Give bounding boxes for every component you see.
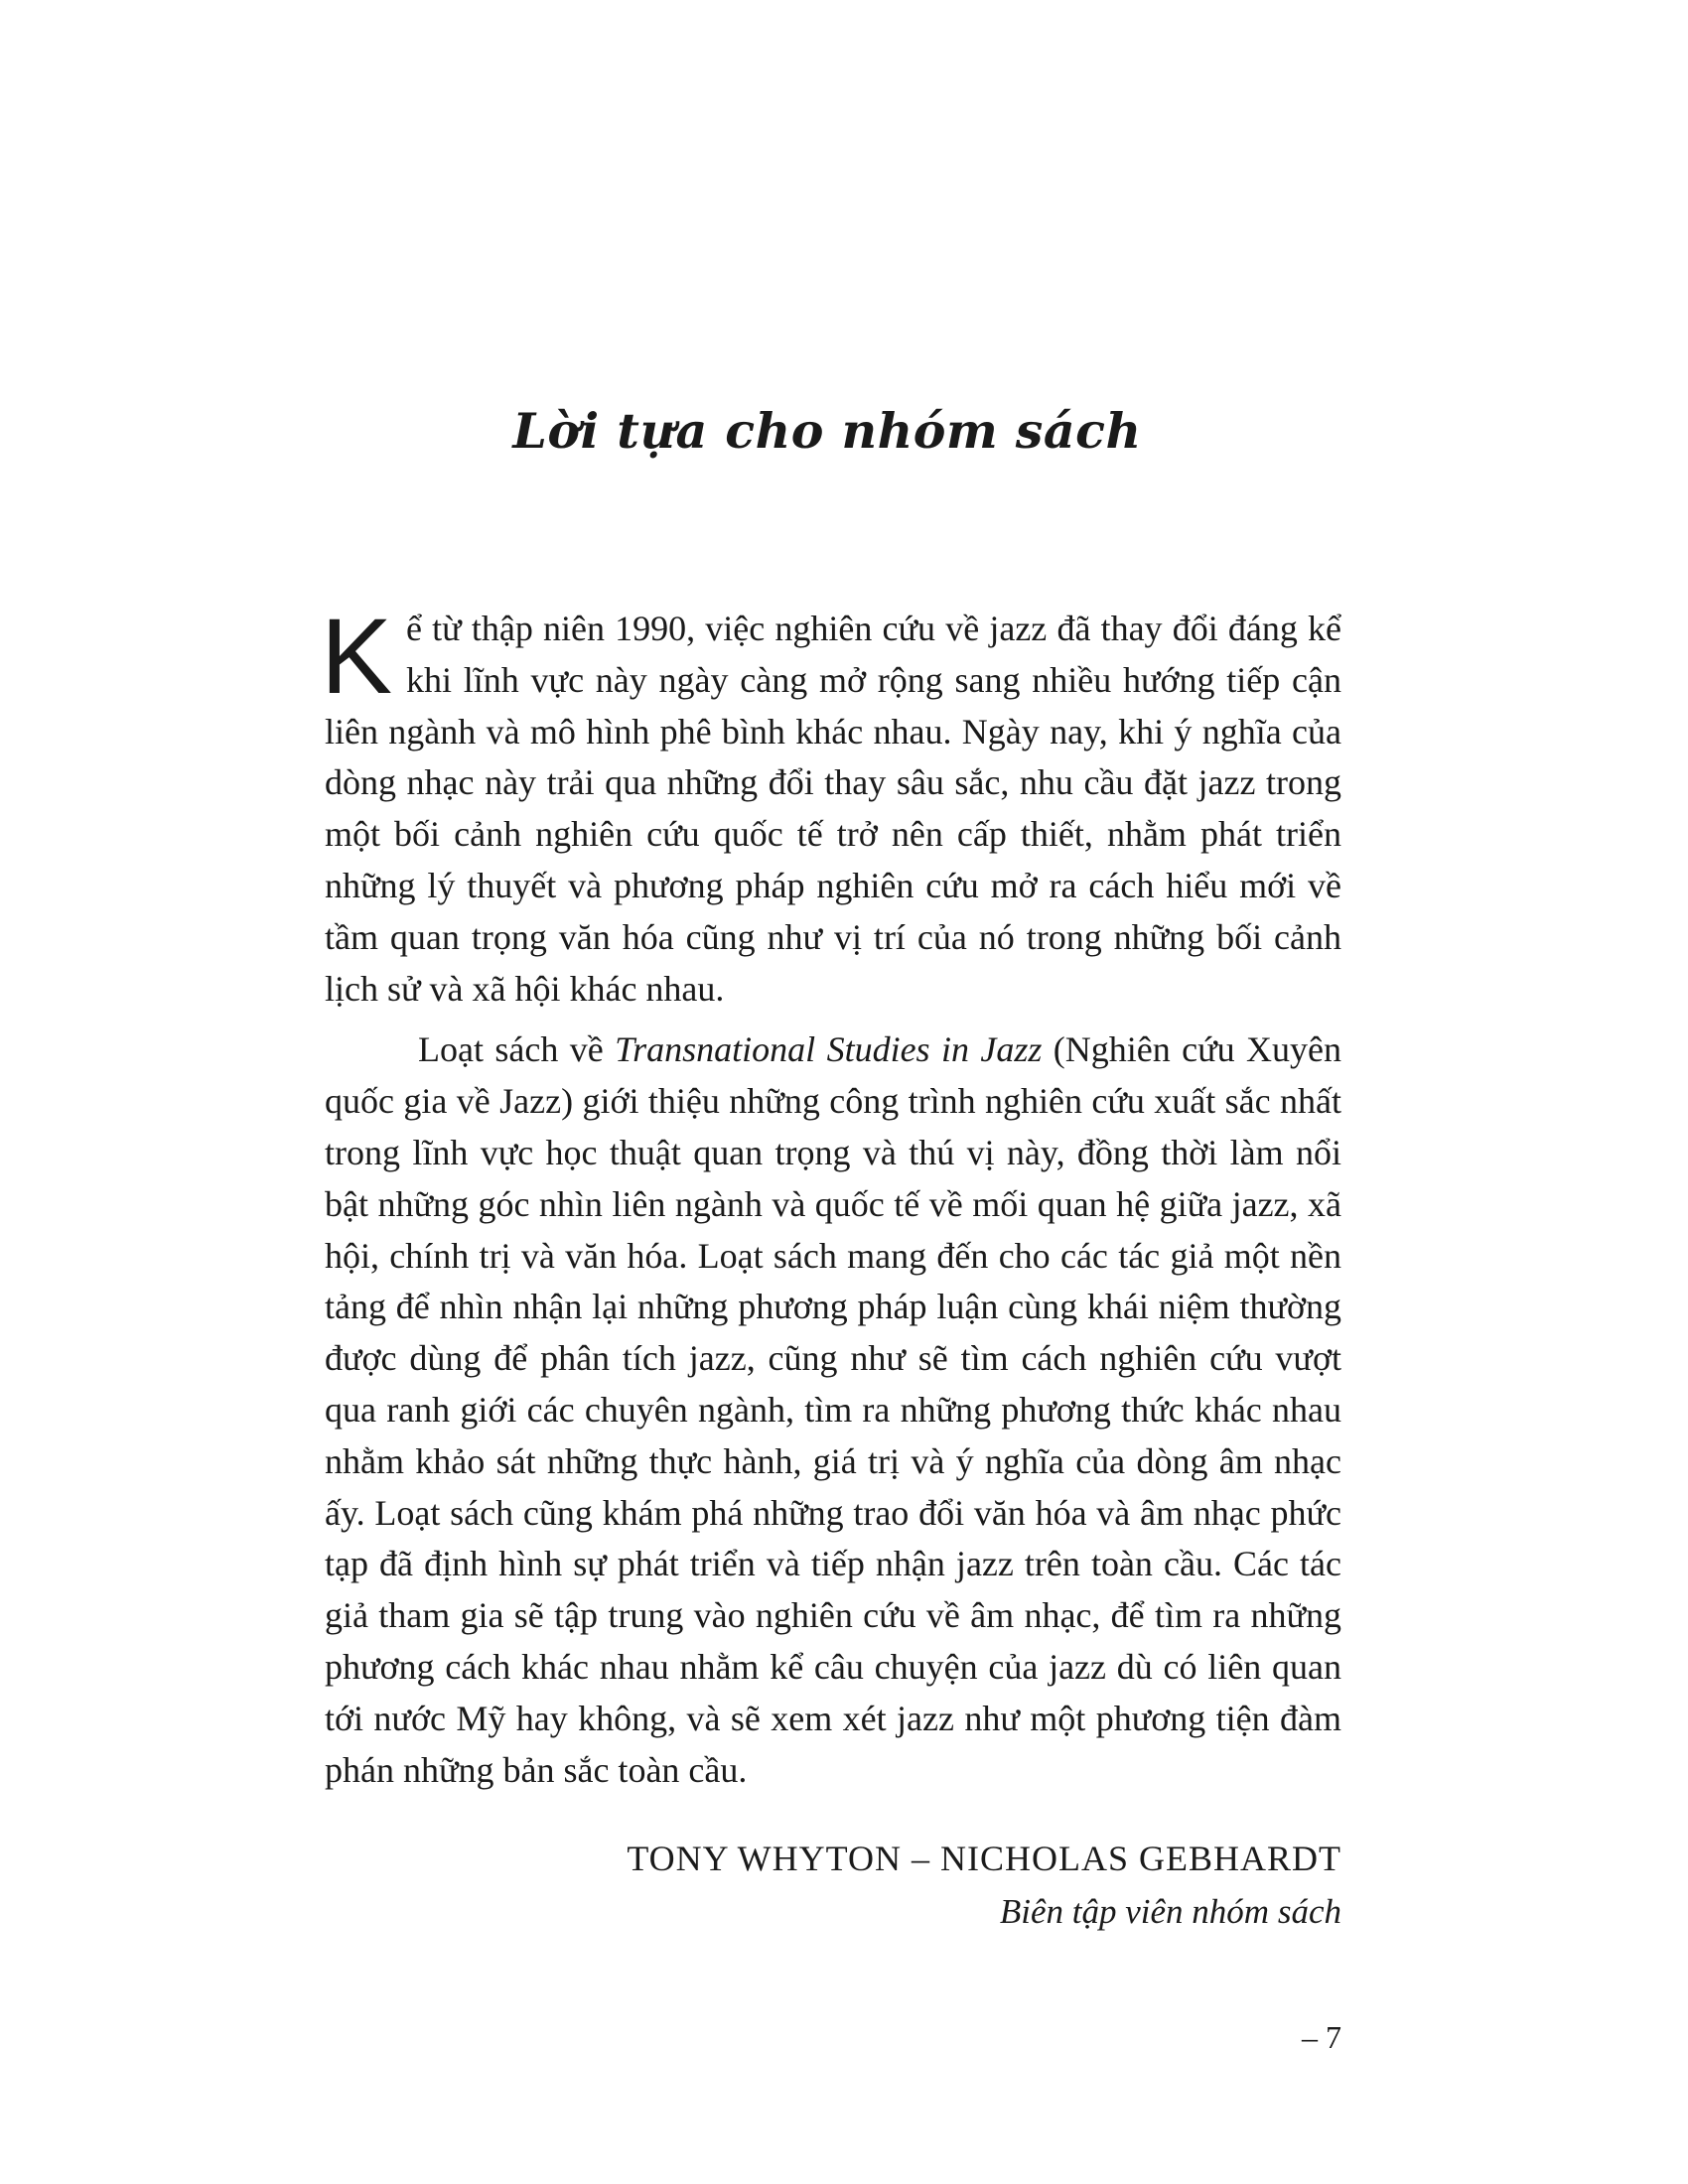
paragraph-1-text: ể từ thập niên 1990, việc nghiên cứu về jazz đã thay đổi đáng kể khi lĩnh vực này ngày càng mở rộng sang nhiều hướng tiếp cận liên ngành và mô hình phê bình khác nhau. Ngày nay, khi ý nghĩa của dòng nhạc này trải qua những đổi thay sâu sắc, nhu cầu đặt jazz trong một bối cảnh nghiên cứu quốc tế trở nên cấp thiết, nhằm phát triển những lý thuyết và phương pháp nghiên cứu mở ra cách hiểu mới về tầm quan trọng văn hóa cũng như vị trí của nó trong những bối cảnh lịch sử và xã hội khác nhau. — [325, 609, 1341, 1009]
paragraph-2-rest: (Nghiên cứu Xuyên quốc gia về Jazz) giới thiệu những công trình nghiên cứu xuất sắc nhất trong lĩnh vực học thuật quan trọng và thú vị này, đồng thời làm nổi bật những góc nhìn liên ngành và quốc tế về mối quan hệ giữa jazz, xã hội, chính trị và văn hóa. Loạt sách mang đến cho các tác giả một nền tảng để nhìn nhận lại những phương pháp luận cùng khái niệm thường được dùng để phân tích jazz, cũng như sẽ tìm cách nghiên cứu vượt qua ranh giới các chuyên ngành, tìm ra những phương thức khác nhau nhằm khảo sát những thực hành, giá trị và ý nghĩa của dòng âm nhạc ấy. Loạt sách cũng khám phá những trao đổi văn hóa và âm nhạc phức tạp đã định hình sự phát triển và tiếp nhận jazz trên toàn cầu. Các tác giả tham gia sẽ tập trung vào nghiên cứu về âm nhạc, để tìm ra những phương cách khác nhau nhằm kể câu chuyện của jazz dù có liên quan tới nước Mỹ hay không, và sẽ xem xét jazz như một phương tiện đàm phán những bản sắc toàn cầu. — [325, 1029, 1341, 1790]
editor-names: TONY WHYTON – NICHOLAS GEBHARDT — [627, 1839, 1341, 1878]
paragraph-1 — [321, 596, 1341, 1015]
series-title: Transnational Studies in Jazz — [615, 1029, 1043, 1070]
editor-role: Biên tập viên nhóm sách — [999, 1892, 1341, 1931]
paragraph-2-intro: Loạt sách về — [418, 1029, 616, 1070]
page-title: Lời tựa cho nhóm sách — [512, 402, 1142, 460]
paragraph-2 — [325, 1024, 1341, 1796]
page-number: – 7 — [1302, 2019, 1341, 2055]
drop-cap: K — [321, 596, 393, 716]
body-text — [321, 596, 1341, 1796]
